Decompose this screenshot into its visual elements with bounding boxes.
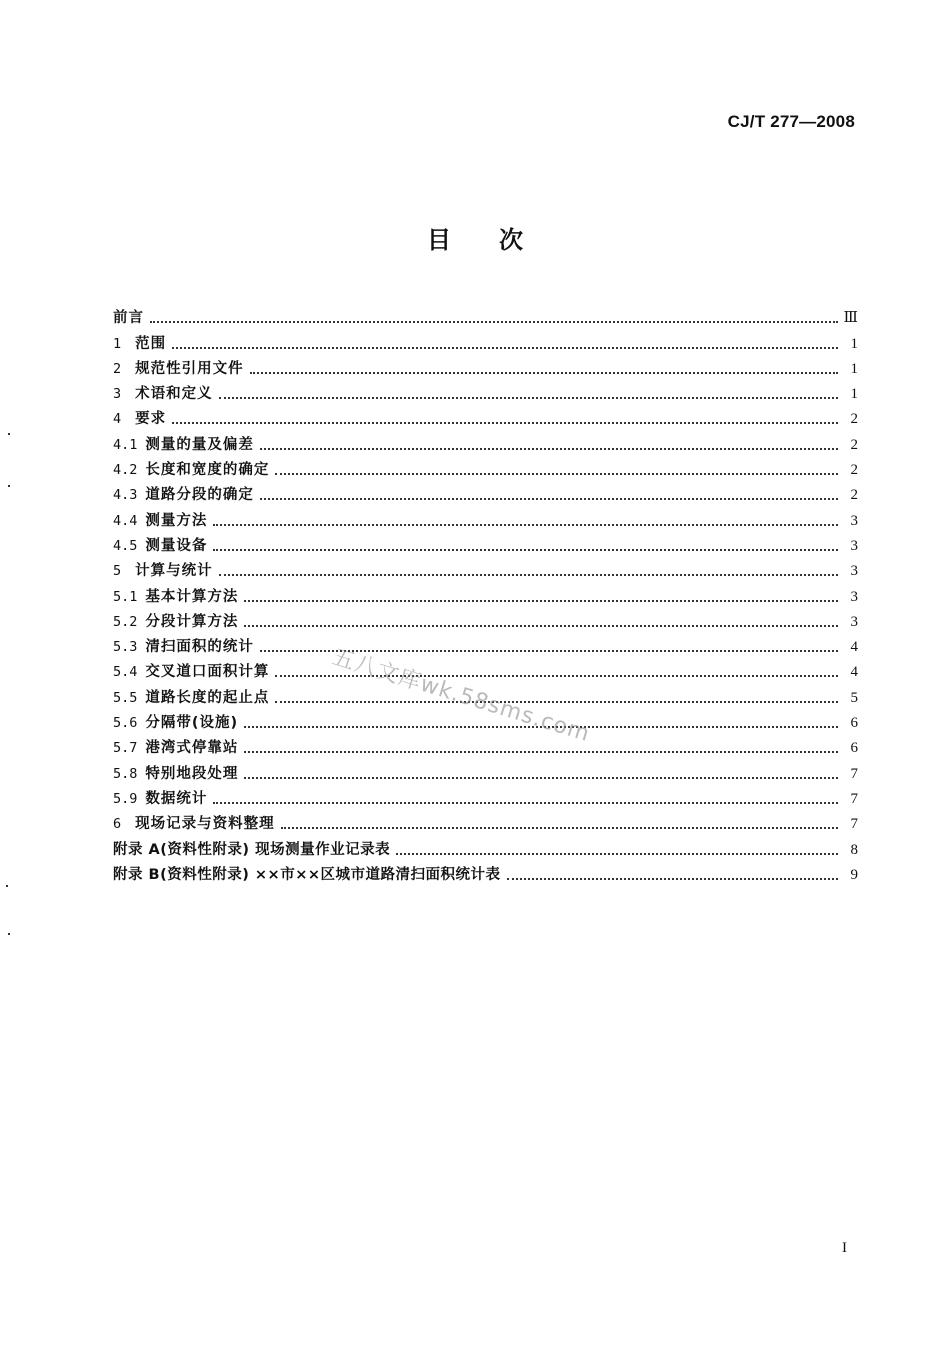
toc-leader-dots bbox=[281, 827, 838, 829]
toc-entry-page: 6 bbox=[850, 715, 858, 732]
toc-entry-page: 1 bbox=[850, 360, 858, 377]
toc-entry-text: 现场记录与资料整理 bbox=[135, 816, 275, 833]
toc-entry-page: 2 bbox=[850, 462, 858, 479]
toc-entry[interactable] bbox=[113, 480, 858, 505]
toc-leader-dots bbox=[244, 777, 838, 779]
toc-entry-number: 5.6 bbox=[113, 715, 138, 732]
toc-entry-text: 前言 bbox=[113, 310, 144, 327]
toc-entry-number: 5.1 bbox=[113, 588, 138, 605]
toc-entry-number: 4 bbox=[113, 411, 122, 428]
toc-entry-label bbox=[113, 865, 507, 885]
toc-entry-text: 术语和定义 bbox=[135, 386, 213, 403]
toc-entry-page: 1 bbox=[850, 335, 858, 352]
toc-entry-number: 4.3 bbox=[113, 487, 138, 504]
toc-entry-text: 附录 B(资料性附录) ××市××区城市道路清扫面积统计表 bbox=[113, 866, 501, 883]
toc-entry[interactable] bbox=[113, 733, 858, 758]
toc-entry-text: 基本计算方法 bbox=[145, 588, 239, 605]
toc-entry-number: 4.4 bbox=[113, 512, 138, 529]
toc-entry[interactable] bbox=[113, 581, 858, 606]
toc-entry[interactable] bbox=[113, 784, 858, 809]
toc-entry-number: 5.9 bbox=[113, 790, 138, 807]
toc-entry-text: 道路长度的起止点 bbox=[145, 689, 270, 706]
toc-leader-dots bbox=[213, 549, 838, 551]
toc-entry-text: 港湾式停靠站 bbox=[145, 740, 239, 757]
toc-entry-label bbox=[113, 485, 260, 505]
toc-entry-page: 2 bbox=[850, 411, 858, 428]
toc-entry-text: 分隔带(设施) bbox=[145, 715, 239, 732]
toc-entry-text: 特别地段处理 bbox=[145, 765, 239, 782]
table-of-contents bbox=[113, 303, 858, 885]
toc-leader-dots bbox=[172, 347, 838, 349]
toc-entry-page: 3 bbox=[850, 537, 858, 554]
toc-entry-label bbox=[113, 536, 213, 556]
toc-leader-dots bbox=[213, 524, 838, 526]
toc-leader-dots bbox=[219, 574, 838, 576]
toc-entry-page: 2 bbox=[850, 487, 858, 504]
toc-entry-label bbox=[113, 688, 275, 708]
toc-entry-label bbox=[113, 435, 260, 455]
toc-entry[interactable] bbox=[113, 379, 858, 404]
toc-entry[interactable] bbox=[113, 556, 858, 581]
toc-leader-dots bbox=[260, 448, 838, 450]
toc-entry-label bbox=[113, 840, 396, 860]
toc-entry-text: 计算与统计 bbox=[135, 563, 213, 580]
toc-entry-text: 测量的量及偏差 bbox=[145, 436, 254, 453]
toc-entry[interactable] bbox=[113, 429, 858, 454]
toc-entry-label bbox=[113, 511, 213, 531]
toc-entry-label bbox=[113, 384, 219, 404]
toc-entry[interactable] bbox=[113, 328, 858, 353]
toc-title-char: 次 bbox=[499, 226, 523, 254]
toc-leader-dots bbox=[244, 751, 838, 753]
scan-speck bbox=[8, 433, 10, 435]
page-number: I bbox=[842, 1240, 847, 1256]
toc-leader-dots bbox=[507, 878, 839, 880]
toc-entry-number: 5.8 bbox=[113, 765, 138, 782]
toc-entry-text: 交叉道口面积计算 bbox=[145, 664, 270, 681]
toc-entry-text: 清扫面积的统计 bbox=[145, 639, 254, 656]
watermark: 五八文库wk.58sms.com bbox=[329, 644, 593, 748]
toc-entry-text: 测量设备 bbox=[145, 537, 208, 554]
toc-leader-dots bbox=[275, 701, 838, 703]
scan-speck bbox=[6, 885, 8, 887]
standard-code: CJ/T 277—2008 bbox=[727, 112, 855, 131]
toc-entry-label bbox=[113, 789, 213, 809]
toc-entry-number: 5.2 bbox=[113, 613, 138, 630]
toc-entry-page: 7 bbox=[850, 816, 858, 833]
toc-title-char: 目 bbox=[427, 226, 451, 254]
toc-entry-number: 5.5 bbox=[113, 689, 138, 706]
toc-entry-page: 3 bbox=[850, 613, 858, 630]
toc-entry[interactable] bbox=[113, 404, 858, 429]
toc-entry-page: 7 bbox=[850, 765, 858, 782]
toc-leader-dots bbox=[213, 802, 838, 804]
toc-entry[interactable] bbox=[113, 531, 858, 556]
toc-entry-label bbox=[113, 308, 150, 328]
toc-entry-page: 4 bbox=[850, 639, 858, 656]
toc-entry-label bbox=[113, 814, 281, 834]
toc-leader-dots bbox=[250, 372, 838, 374]
scan-speck bbox=[8, 485, 10, 487]
toc-entry-text: 测量方法 bbox=[145, 512, 208, 529]
toc-entry-page: 3 bbox=[850, 563, 858, 580]
toc-entry-page: 6 bbox=[850, 740, 858, 757]
toc-entry[interactable] bbox=[113, 834, 858, 859]
toc-leader-dots bbox=[396, 853, 838, 855]
toc-entry-page: 9 bbox=[850, 866, 858, 883]
toc-entry[interactable] bbox=[113, 657, 858, 682]
toc-entry-label bbox=[113, 409, 172, 429]
toc-leader-dots bbox=[244, 625, 838, 627]
toc-entry-label bbox=[113, 359, 250, 379]
toc-entry-label bbox=[113, 662, 275, 682]
toc-leader-dots bbox=[244, 600, 838, 602]
toc-entry-page: 7 bbox=[850, 790, 858, 807]
toc-entry-number: 4.2 bbox=[113, 462, 138, 479]
toc-entry[interactable] bbox=[113, 505, 858, 530]
toc-entry-text: 规范性引用文件 bbox=[135, 360, 244, 377]
toc-entry-number: 5 bbox=[113, 563, 122, 580]
toc-entry-page: 2 bbox=[850, 436, 858, 453]
toc-entry-number: 4.1 bbox=[113, 436, 138, 453]
toc-leader-dots bbox=[260, 498, 838, 500]
toc-entry-text: 数据统计 bbox=[145, 790, 208, 807]
toc-entry-text: 附录 A(资料性附录) 现场测量作业记录表 bbox=[113, 841, 391, 858]
toc-entry-number: 4.5 bbox=[113, 537, 138, 554]
toc-entry-page: 3 bbox=[850, 512, 858, 529]
toc-entry-page: Ⅲ bbox=[843, 310, 858, 327]
toc-entry-label bbox=[113, 764, 244, 784]
toc-entry-label bbox=[113, 637, 260, 657]
scan-speck bbox=[8, 933, 10, 935]
toc-entry[interactable] bbox=[113, 303, 858, 328]
toc-leader-dots bbox=[150, 321, 838, 323]
toc-entry-label bbox=[113, 612, 244, 632]
toc-leader-dots bbox=[172, 422, 838, 424]
toc-entry-label bbox=[113, 738, 244, 758]
toc-entry-text: 范围 bbox=[135, 335, 167, 352]
toc-entry-label bbox=[113, 334, 172, 354]
toc-entry-page: 3 bbox=[850, 588, 858, 605]
toc-leader-dots bbox=[219, 397, 838, 399]
toc-entry-number: 1 bbox=[113, 335, 122, 352]
toc-entry[interactable] bbox=[113, 809, 858, 834]
toc-entry[interactable] bbox=[113, 455, 858, 480]
toc-entry-page: 5 bbox=[850, 689, 858, 706]
toc-entry-number: 5.3 bbox=[113, 639, 138, 656]
toc-entry[interactable] bbox=[113, 607, 858, 632]
toc-entry-page: 4 bbox=[850, 664, 858, 681]
toc-entry-text: 道路分段的确定 bbox=[145, 487, 254, 504]
toc-entry[interactable] bbox=[113, 758, 858, 783]
toc-entry-text: 要求 bbox=[135, 411, 167, 428]
toc-entry-number: 6 bbox=[113, 816, 122, 833]
toc-entry-number: 5.4 bbox=[113, 664, 138, 681]
toc-entry-page: 8 bbox=[850, 841, 858, 858]
toc-entry-label bbox=[113, 713, 244, 733]
toc-entry-label bbox=[113, 460, 275, 480]
toc-leader-dots bbox=[275, 473, 838, 475]
toc-entry-number: 5.7 bbox=[113, 740, 138, 757]
toc-entry-text: 长度和宽度的确定 bbox=[145, 462, 270, 479]
toc-entry-number: 3 bbox=[113, 386, 122, 403]
toc-entry-page: 1 bbox=[850, 386, 858, 403]
toc-entry-number: 2 bbox=[113, 360, 122, 377]
toc-entry-label bbox=[113, 587, 244, 607]
toc-entry-label bbox=[113, 561, 219, 581]
toc-entry[interactable] bbox=[113, 632, 858, 657]
toc-entry[interactable] bbox=[113, 354, 858, 379]
toc-entry-text: 分段计算方法 bbox=[145, 613, 239, 630]
toc-title bbox=[0, 220, 950, 255]
toc-entry[interactable] bbox=[113, 860, 858, 885]
